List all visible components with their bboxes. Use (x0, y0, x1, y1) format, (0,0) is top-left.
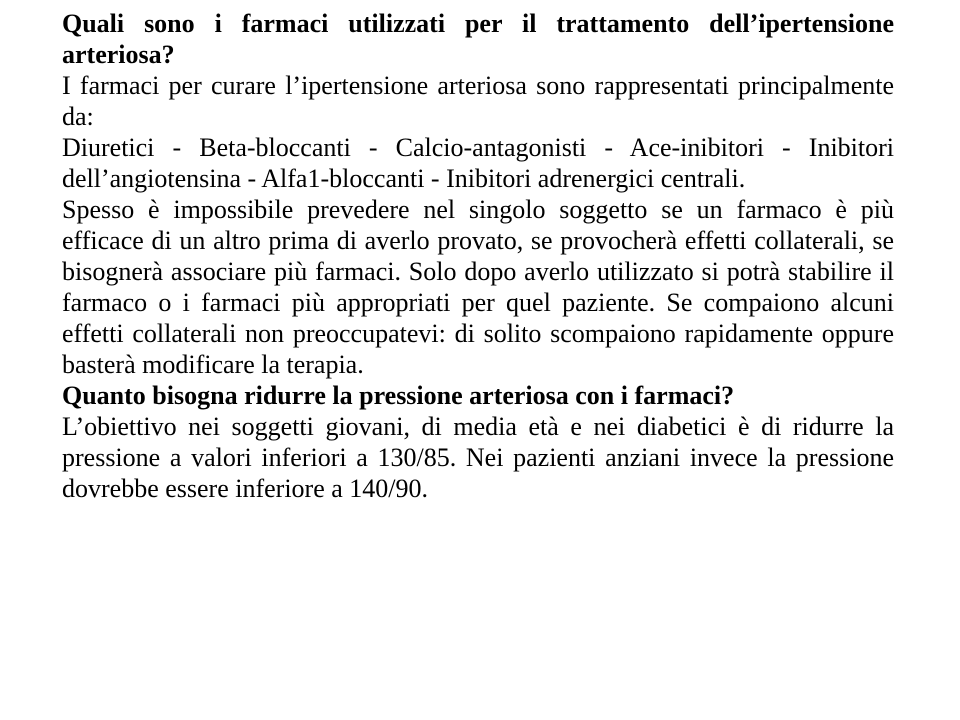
slide-text-body (62, 8, 894, 712)
drug-classes-list: Diuretici - Beta-bloccanti - Calcio-antagonisti - Ace-inibitori - Inibitori dell’angiotensina - Alfa1-bloccanti - Inibitori adrenergici centrali. (62, 133, 894, 193)
explanation-paragraph: Spesso è impossibile prevedere nel singolo soggetto se un farmaco è più efficace di un altro prima di averlo provato, se provocherà effetti collaterali, se bisognerà associare più farmaci. Solo dopo averlo utilizzato si potrà stabilire il farmaco o i farmaci più appropriati per quel paziente. Se compaiono alcuni effetti collaterali non preoccupatevi: di solito scompaiono rapidamente oppure basterà modificare la terapia. (62, 195, 894, 379)
target-values-paragraph: L’obiettivo nei soggetti giovani, di media età e nei diabetici è di ridurre la pressione a valori inferiori a 130/85. Nei pazienti anziani invece la pressione dovrebbe essere inferiore a 140/90. (62, 412, 894, 503)
question-heading-target: Quanto bisogna ridurre la pressione arteriosa con i farmaci? (62, 381, 735, 410)
question-heading-drugs: Quali sono i farmaci utilizzati per il trattamento dell’ipertensione arteriosa? (62, 9, 894, 69)
intro-paragraph: I farmaci per curare l’ipertensione arteriosa sono rappresentati principalmente da: (62, 71, 894, 131)
